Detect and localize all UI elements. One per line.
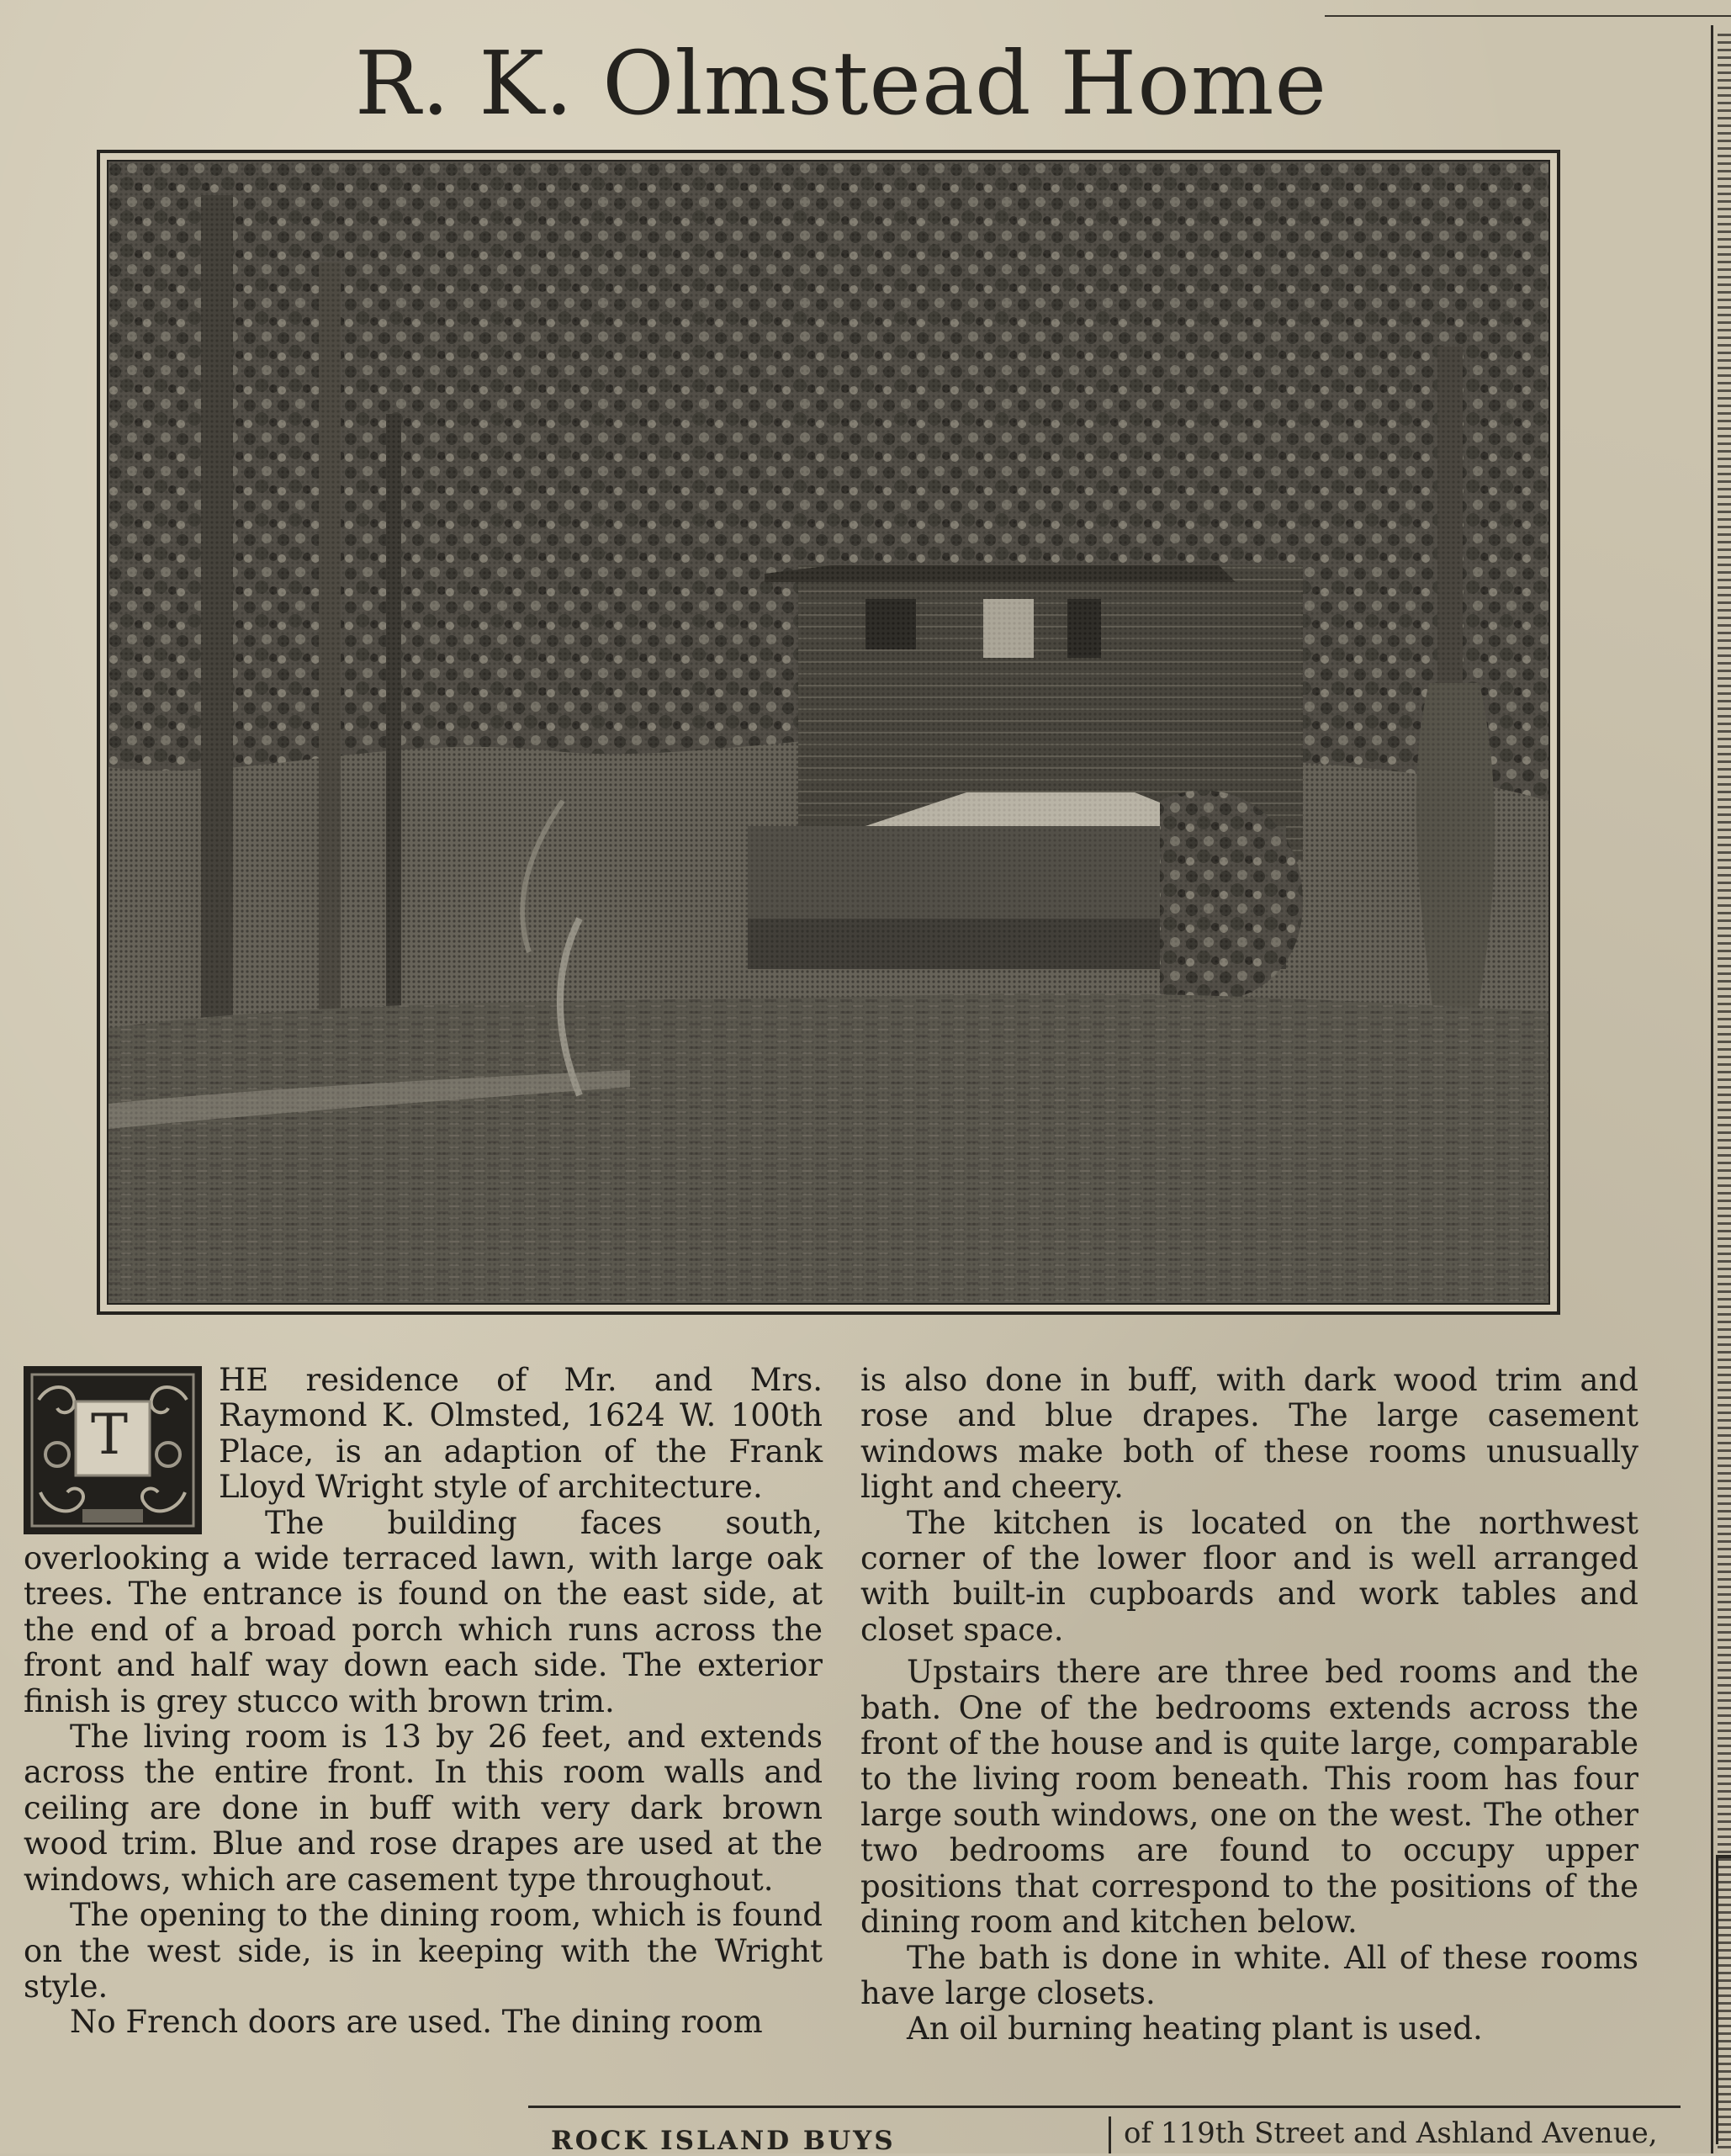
bottom-rule [528,2106,1681,2108]
adjacent-column-edge [1718,34,1731,2153]
ornamental-drop-cap [24,1366,202,1534]
paragraph-living-room: The living room is 13 by 26 feet, and extends across the entire front. In this room walls and ceiling are done in buff with very dark brown wood trim. Blue and rose drapes are used at the windows, which are casement type throughout. [24,1719,823,1898]
next-article-text: of 119th Street and Ashland Avenue, [1124,2116,1658,2150]
article-column-left [24,1363,823,2041]
paragraph-dining-opening: The opening to the dining room, which is found on the west side, is in keeping with the Wright style. [24,1897,823,2005]
article-body [24,1363,1638,2120]
top-rule [1325,15,1731,17]
paragraph-intro: HE residence of Mr. and Mrs. Raymond K. Olmsted, 1624 W. 100th Place, is an adaption of the Frank Lloyd Wright style of architecture. [219,1362,823,1506]
house-photograph [107,160,1550,1305]
paragraph-french-doors: No French doors are used. The dining room [70,2004,763,2041]
paragraph-kitchen: The kitchen is located on the northwest corner of the lower floor and is well arranged with built-in cupboards and work tables and closet space. [860,1504,1638,1648]
paragraph-heating: An oil burning heating plant is used. [907,2010,1483,2047]
column-divider [1109,2116,1111,2153]
photo-frame [97,150,1560,1315]
article-column-right [860,1363,1638,2047]
headline: R. K. Olmstead Home [354,32,1328,135]
column-rule [1711,25,1713,2153]
paragraph-building: The building faces south, overlooking a wide terraced lawn, with large oak trees. The entrance is found on the east side, at the end of a broad porch which runs across the front and half way down each side. The exterior finish is grey stucco with brown trim. [24,1504,823,1719]
paragraph-upstairs: Upstairs there are three bed rooms and the bath. One of the bedrooms extends across the front of the house and is quite large, comparable to the living room beneath. This room has four large south windows, one on the west. The other two bedrooms are found to occupy upper positions that correspond to the positions of the dining room and kitchen below. [860,1654,1638,1941]
drop-cap-letter: T [90,1402,129,1467]
next-article-headline: ROCK ISLAND BUYS [551,2126,896,2156]
paragraph-dining-continued: is also done in buff, with dark wood trim and rose and blue drapes. The large casement windows make both of these rooms unusually light and cheery. [860,1362,1638,1506]
adjacent-box-edge [1716,1855,1731,2144]
paragraph-bath: The bath is done in white. All of these rooms have large closets. [860,1939,1638,2011]
